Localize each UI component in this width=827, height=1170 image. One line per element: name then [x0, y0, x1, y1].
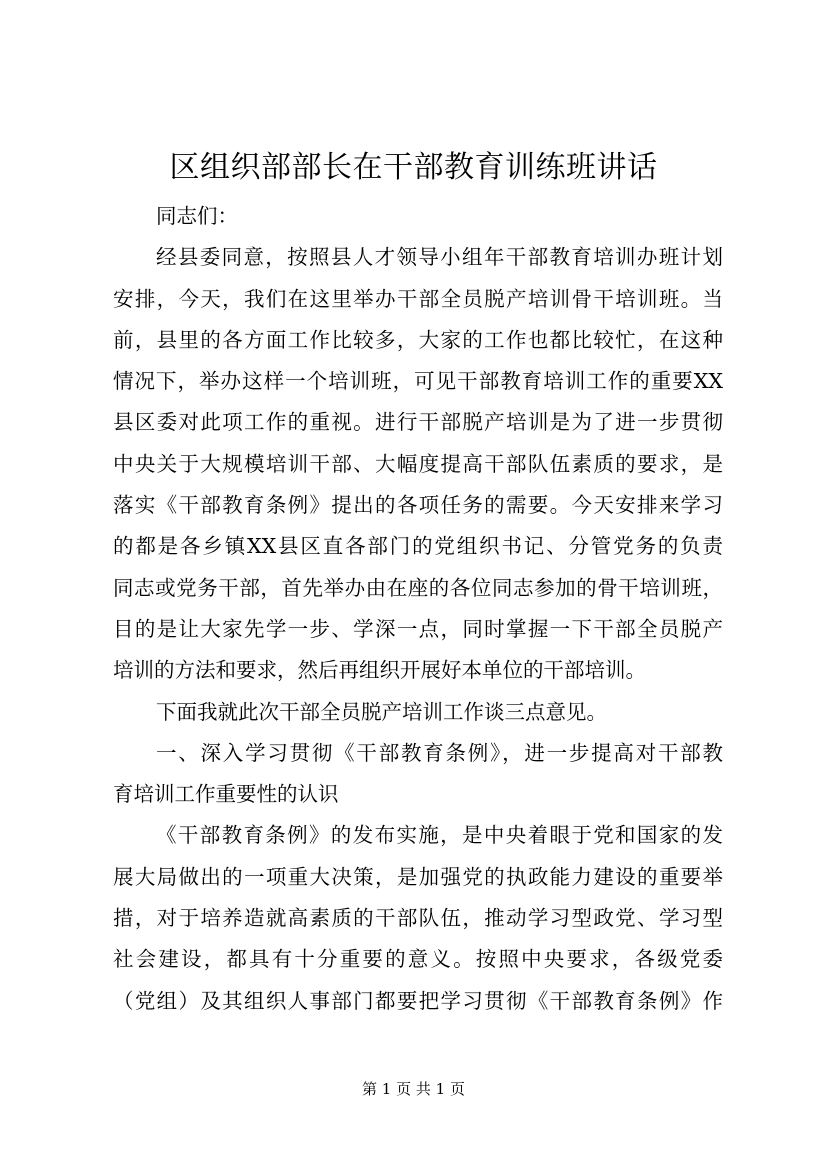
body-line: 下面我就此次干部全员脱产培训工作谈三点意见。	[156, 699, 607, 724]
body-line: 措，对于培养造就高素质的干部队伍，推动学习型政党、学习型	[113, 906, 723, 931]
document-title: 区组织部部长在干部教育训练班讲话	[169, 150, 658, 185]
body-line: 目的是让大家先学一步、学深一点，同时掌握一下干部全员脱产	[113, 616, 723, 641]
body-line: 经县委同意，按照县人才领导小组年干部教育培训办班计划	[156, 245, 723, 270]
body-line: 的都是各乡镇XX县区直各部门的党组织书记、分管党务的负责	[113, 534, 723, 559]
section-heading-line: 育培训工作重要性的认识	[113, 782, 339, 807]
body-line: 社会建设，都具有十分重要的意义。按照中央要求，各级党委	[113, 947, 723, 972]
body-line: （党组）及其组织人事部门都要把学习贯彻《干部教育条例》作	[113, 988, 723, 1013]
body-line: 前，县里的各方面工作比较多，大家的工作也都比较忙，在这种	[113, 327, 723, 352]
body-line: 安排，今天，我们在这里举办干部全员脱产培训骨干培训班。当	[113, 286, 723, 311]
body-line: 同志或党务干部，首先举办由在座的各位同志参加的骨干培训班，	[113, 575, 723, 600]
salutation-line: 同志们：	[156, 204, 238, 228]
body-line: 情况下，举办这样一个培训班，可见干部教育培训工作的重要XX	[113, 369, 723, 394]
document-body	[113, 196, 723, 1022]
body-line: 落实《干部教育条例》提出的各项任务的需要。今天安排来学习	[113, 493, 723, 518]
body-line: 中央关于大规模培训干部、大幅度提高干部队伍素质的要求，是	[113, 451, 723, 476]
body-line: 县区委对此项工作的重视。进行干部脱产培训是为了进一步贯彻	[113, 410, 723, 435]
page-number-footer: 第 1 页 共 1 页	[362, 1080, 465, 1098]
body-line: 培训的方法和要求，然后再组织开展好本单位的干部培训。	[113, 658, 646, 683]
body-line: 《干部教育条例》的发布实施，是中央着眼于党和国家的发	[156, 823, 723, 848]
body-line: 展大局做出的一项重大决策，是加强党的执政能力建设的重要举	[113, 864, 723, 889]
section-heading-line: 一、深入学习贯彻《干部教育条例》，进一步提高对干部教	[156, 740, 723, 765]
